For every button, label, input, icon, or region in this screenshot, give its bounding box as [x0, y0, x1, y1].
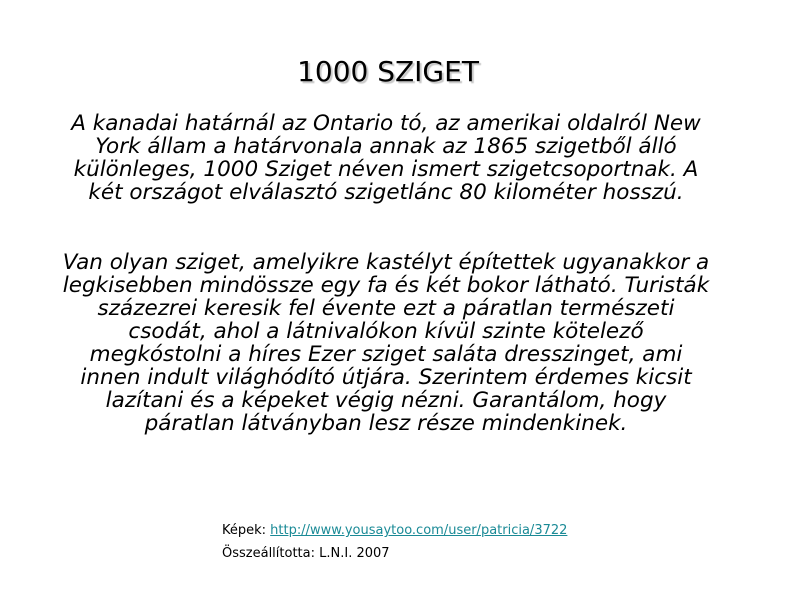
images-source-link[interactable]: http://www.yousaytoo.com/user/patricia/3722: [270, 523, 568, 538]
slide-title: 1000 SZIGET: [297, 55, 479, 88]
paragraph-intro: A kanadai határnál az Ontario tó, az amerikai oldalról New York állam a határvonala annak az 1865 szigetből álló különleges, 1000 Sziget néven ismert szigetcsoportnak. A két országot elválasztó szigetlánc 80 kilométer hosszú.: [71, 111, 701, 205]
author-credit: Összeállította: L.N.I. 2007: [222, 546, 390, 561]
paragraph-details: Van olyan sziget, amelyikre kastélyt építettek ugyanakkor a legkisebben mindössze egy fa és két bokor látható. Turisták százezrei keresik fel évente ezt a páratlan természeti csodát, ahol a látnivalókon kívül szinte kötelező megkóstolni a híres Ezer sziget saláta dresszinget, ami innen indult világhódító útjára. Szerintem érdemes kicsit lazítani és a képeket végig nézni. Garantálom, hogy páratlan látványban lesz része mindenkinek.: [62, 250, 710, 436]
images-credit-label: Képek:: [222, 523, 271, 538]
images-credit: [222, 523, 567, 539]
